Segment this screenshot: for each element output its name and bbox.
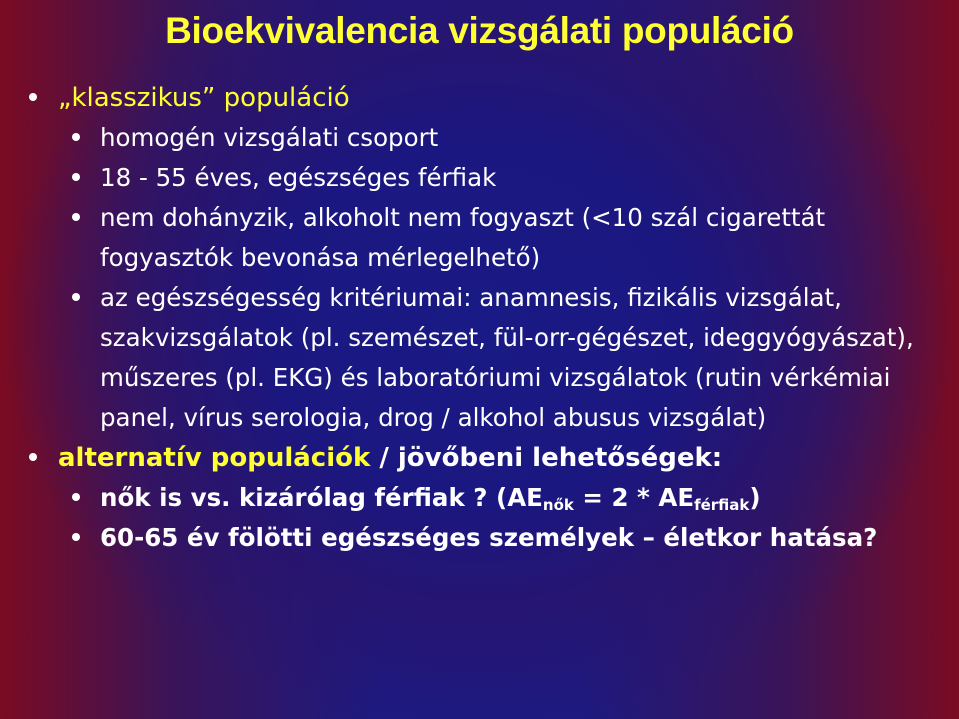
section-heading-highlight: alternatív populációk — [58, 443, 371, 473]
list-item-text-part: ) — [749, 483, 761, 512]
section-heading-classic — [0, 78, 959, 118]
bullet-icon — [72, 533, 80, 541]
list-item-text-part: = 2 * AE — [573, 483, 695, 512]
subscript-women: nők — [542, 496, 574, 514]
bullet-icon — [72, 213, 80, 221]
list-item — [0, 278, 959, 438]
section-heading-alternative — [0, 438, 959, 478]
bullet-icon — [72, 173, 80, 181]
list-item-text-part: nők is vs. kizárólag férfiak ? (AE — [100, 483, 543, 512]
list-item — [0, 518, 959, 558]
list-item — [0, 478, 959, 518]
list-item-text: nem dohányzik, alkoholt nem fogyaszt (<10 szál cigarettát fogyasztók bevonása mérlegelhető) — [100, 203, 826, 272]
slide-title: Bioekvivalencia vizsgálati populáció — [165, 10, 794, 51]
section-heading-rest: / jövőbeni lehetőségek: — [370, 443, 723, 473]
section-heading-text: „klasszikus” populáció — [58, 83, 350, 113]
list-item — [0, 198, 959, 278]
list-item — [0, 118, 959, 158]
list-item — [0, 158, 959, 198]
list-item-text: 18 - 55 éves, egészséges férfiak — [100, 163, 497, 192]
bullet-icon — [29, 93, 37, 101]
list-item-text: homogén vizsgálati csoport — [100, 123, 439, 152]
bullet-icon — [29, 453, 37, 461]
bullet-icon — [72, 293, 80, 301]
slide-body — [0, 78, 959, 558]
subscript-men: férfiak — [694, 496, 750, 514]
bullet-icon — [72, 133, 80, 141]
bullet-icon — [72, 493, 80, 501]
list-item-text: az egészségesség kritériumai: anamnesis, fizikális vizsgálat, szakvizsgálatok (pl. szemészet, fül-orr-gégészet, ideggyógyászat), műszeres (pl. EKG) és laboratóriumi vizsgálatok (rutin vérkémiai panel, vírus serologia, drog / alkohol abusus vizsgálat) — [100, 283, 914, 432]
list-item-text: 60-65 év fölötti egészséges személyek – életkor hatása? — [100, 523, 878, 552]
